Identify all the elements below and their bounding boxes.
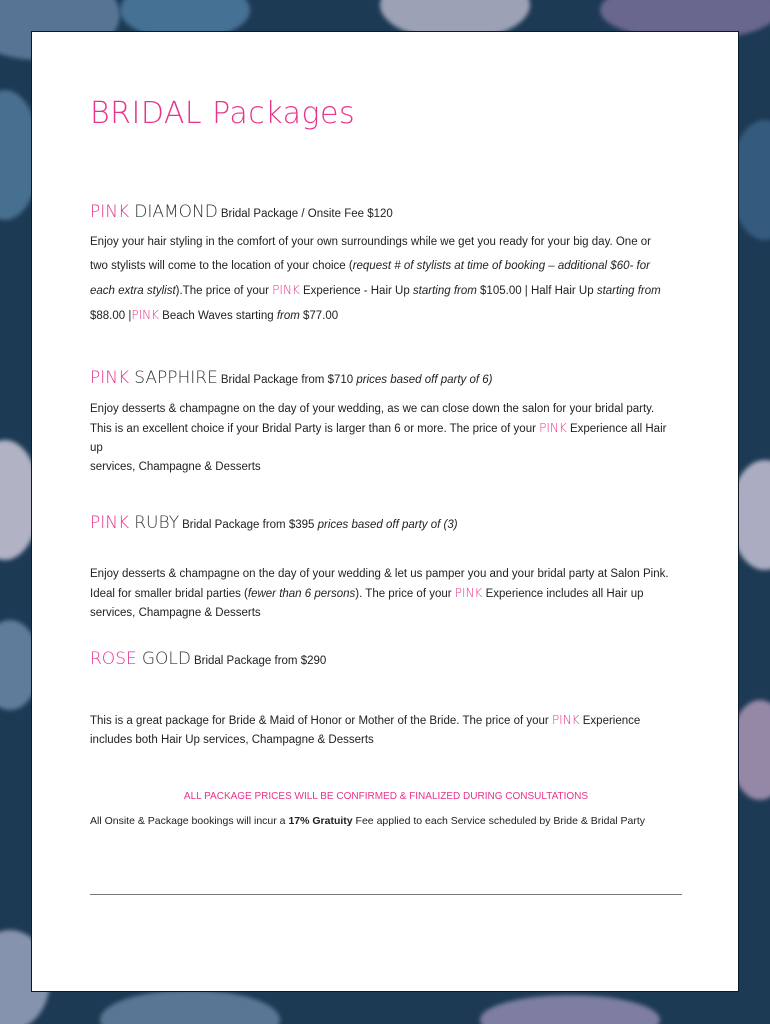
description-line: Enjoy your hair styling in the comfort of your own surroundings while we get you ready for your big day. One or	[90, 236, 652, 248]
pink-accent-text: PINK	[454, 586, 483, 600]
pink-accent-text: PINK	[131, 308, 159, 322]
package-price: Bridal Package from $395 prices based off party of (3)	[182, 519, 458, 531]
package-description-pink-sapphire	[90, 400, 670, 477]
consultation-notice: ALL PACKAGE PRICES WILL BE CONFIRMED & FINALIZED DURING CONSULTATIONS	[183, 791, 589, 802]
description-line: Enjoy desserts & champagne on the day of your wedding, as we can close down the salon for your bridal party.	[90, 403, 655, 415]
bottom-divider	[90, 894, 682, 895]
package-price: Bridal Package from $290	[193, 655, 327, 667]
description-line: Ideal for smaller bridal parties (fewer than 6 persons). The price of your PINK Experience includes all Hair up	[90, 586, 644, 600]
package-description-rose-gold	[90, 711, 670, 750]
package-description-pink-diamond	[90, 230, 670, 328]
pink-accent-text: PINK	[551, 713, 580, 727]
gratuity-note: All Onsite & Package bookings will incur a 17% Gratuity Fee applied to each Service scheduled by Bride & Bridal Party	[90, 815, 646, 827]
package-price: Bridal Package from $710 prices based off party of 6)	[220, 374, 493, 386]
description-line: two stylists will come to the location of your choice (request # of stylists at time of booking – additional $60- for	[90, 260, 650, 272]
package-description-pink-ruby	[90, 565, 670, 623]
package-price: Bridal Package / Onsite Fee $120	[220, 208, 393, 220]
package-name: RUBY	[134, 513, 180, 533]
description-line: This is a great package for Bride & Maid of Honor or Mother of the Bride. The price of your PINK Experience	[90, 713, 641, 727]
page-title: BRIDAL Packages	[90, 96, 356, 131]
description-line: each extra stylist).The price of your PINK Experience - Hair Up starting from $105.00 | Half Hair Up starting from	[90, 283, 661, 297]
package-brand: PINK	[90, 513, 130, 533]
package-brand: PINK	[90, 368, 130, 388]
package-heading-pink-sapphire	[90, 368, 493, 388]
description-line: This is an excellent choice if your Bridal Party is larger than 6 or more. The price of your PINK Experience all Hair up	[90, 421, 667, 454]
description-line: Enjoy desserts & champagne on the day of your wedding & let us pamper you and your bridal party at Salon Pink.	[90, 568, 669, 580]
package-name: GOLD	[141, 649, 191, 669]
package-heading-pink-diamond	[90, 202, 393, 222]
package-brand: PINK	[90, 202, 130, 222]
document-page	[31, 31, 739, 992]
description-line: includes both Hair Up services, Champagne & Desserts	[90, 734, 374, 746]
package-name: SAPPHIRE	[134, 368, 218, 388]
description-line: services, Champagne & Desserts	[90, 607, 261, 619]
package-heading-rose-gold	[90, 649, 326, 669]
package-name: DIAMOND	[134, 202, 218, 222]
pink-accent-text: PINK	[539, 421, 567, 435]
package-heading-pink-ruby	[90, 513, 458, 533]
pink-accent-text: PINK	[272, 283, 300, 297]
description-line: services, Champagne & Desserts	[90, 461, 261, 473]
description-line: $88.00 |PINK Beach Waves starting from $77.00	[90, 308, 339, 322]
package-brand: ROSE	[90, 649, 137, 669]
